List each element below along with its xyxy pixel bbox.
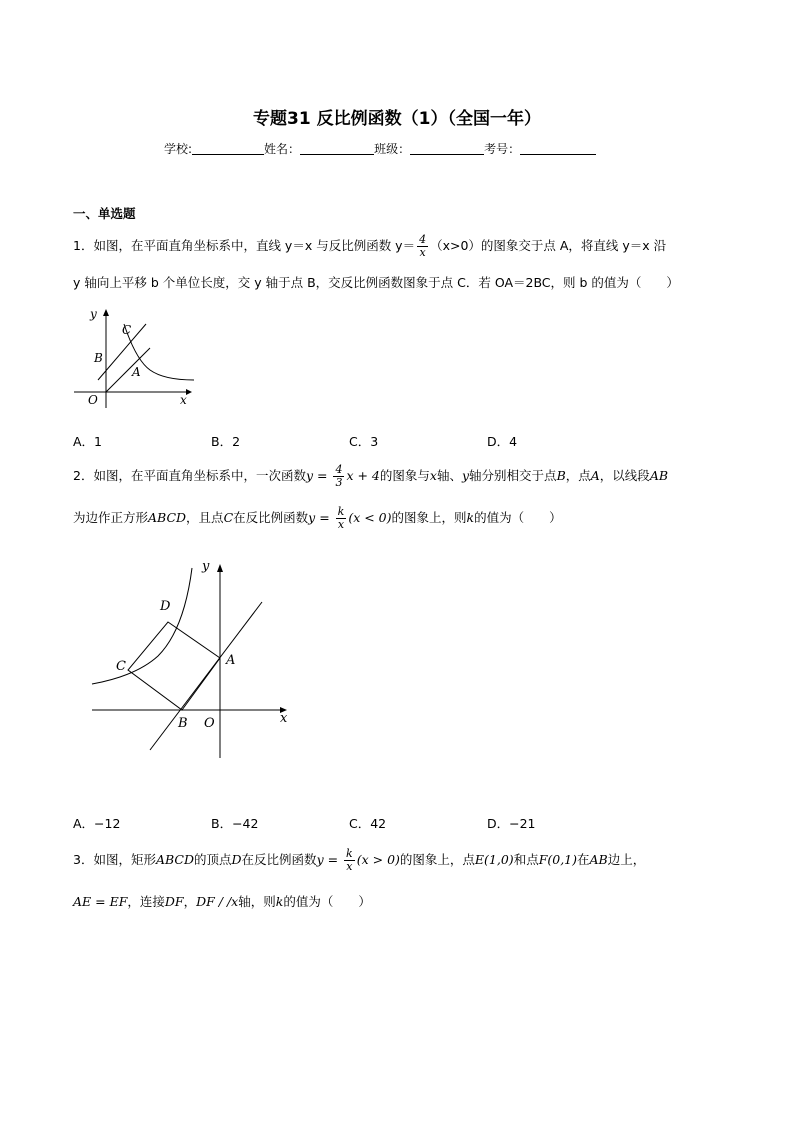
q2-figure (88, 556, 298, 766)
q1-label-y: y (90, 307, 97, 321)
q1-x-arrow-icon (186, 389, 192, 395)
school-label: 学校: (164, 142, 193, 156)
q3-var-k: k (275, 894, 284, 909)
q1-text-b: （x>0）的图象交于点 A，将直线 y＝x 沿 (430, 238, 667, 253)
q3-parallel: DF / /x (196, 894, 239, 909)
q3-segment-df: DF (164, 894, 184, 909)
q2-text-2b: ，且点 (186, 510, 224, 525)
q2-text-a: 2．如图，在平面直角坐标系中，一次函数 (73, 468, 306, 483)
q1-option-a[interactable]: A．1 (73, 434, 103, 449)
q3-point-d: D (231, 852, 242, 867)
q3-text-a: 3．如图，矩形 (73, 852, 156, 867)
q2-hyperbola (92, 568, 192, 684)
q2-var-y2: y (308, 510, 316, 525)
q2-text-2c: 在反比例函数 (233, 510, 309, 525)
q2-fraction (333, 464, 344, 489)
q2-label-b: B (178, 716, 188, 731)
q2-text-d: 轴、 (436, 468, 462, 483)
q3-point-e: E(1,0) (474, 852, 514, 867)
q3-frac-num: k (346, 847, 353, 860)
q2-text-2a: 为边作正方形 (73, 510, 149, 525)
q1-text-a: 1．如图，在平面直角坐标系中，直线 y＝x 与反比例函数 y＝ (73, 238, 416, 253)
q2-label-x: x (280, 711, 288, 726)
info-line (164, 140, 596, 157)
q1-option-d[interactable]: D．4 (487, 434, 518, 449)
q3-text-c: 在反比例函数 (241, 852, 317, 867)
q3-rect: ABCD (155, 852, 194, 867)
q3-text-2d: 的值为（ ） (283, 894, 371, 909)
q1-line1 (73, 234, 666, 259)
q2-label-y: y (202, 559, 210, 574)
q2-option-d[interactable]: D．−21 (487, 816, 536, 831)
q1-y-arrow-icon (103, 309, 109, 316)
q3-frac-den: x (346, 860, 353, 873)
q2-label-d: D (160, 599, 171, 614)
class-blank (410, 142, 484, 155)
q2-text-e: 轴分别相交于点 (469, 468, 557, 483)
q1-label-x: x (180, 393, 187, 407)
q2-point-b: B (556, 468, 566, 483)
q2-point-c: C (223, 510, 234, 525)
q2-line1 (73, 464, 668, 489)
q3-text-f: 在 (577, 852, 590, 867)
q2-frac2-den: x (337, 518, 345, 531)
q2-label-c: C (116, 659, 126, 674)
q2-y-arrow-icon (217, 564, 223, 572)
q2-text-2d: 的图象上，则 (391, 510, 467, 525)
q3-var-y: y (316, 852, 324, 867)
q2-option-c[interactable]: C．42 (349, 816, 387, 831)
q1-label-a: A (132, 365, 141, 379)
q3-text-e: 和点 (513, 852, 539, 867)
q1-label-o: O (88, 393, 98, 407)
exam-no-blank (520, 142, 596, 155)
q1-option-c[interactable]: C．3 (349, 434, 379, 449)
q2-point-a: A (590, 468, 600, 483)
q1-figure (70, 304, 200, 412)
q3-text-2b: ， (183, 894, 197, 909)
q2-option-b[interactable]: B．−42 (211, 816, 259, 831)
q2-option-a[interactable]: A．−12 (73, 816, 121, 831)
q1-frac-num: 4 (419, 233, 427, 246)
q3-equation: AE = EF (73, 894, 128, 909)
q2-var-x: x (429, 468, 437, 483)
q2-frac-num: 4 (335, 463, 343, 476)
q2-text-c: 的图象与 (379, 468, 430, 483)
q3-text-2c: 轴，则 (238, 894, 276, 909)
q1-label-b: B (94, 351, 103, 365)
q3-line2 (73, 892, 371, 910)
name-label: 姓名： (264, 142, 301, 156)
q3-fraction (344, 848, 355, 873)
q2-eq2: = (315, 510, 334, 525)
q3-text-d: 的图象上，点 (399, 852, 475, 867)
q3-point-f: F(0,1) (538, 852, 578, 867)
q2-var-y1: y (461, 468, 470, 483)
exam-no-label: 考号： (484, 142, 521, 156)
q3-condition: (x > 0) (356, 852, 400, 867)
q3-side-ab: AB (589, 852, 608, 867)
q2-square: ABCD (148, 510, 187, 525)
q2-square-abcd (128, 622, 220, 710)
school-blank (192, 142, 264, 155)
name-blank (300, 142, 374, 155)
q2-text-f: ，点 (565, 468, 591, 483)
q3-eq: = (323, 852, 343, 867)
q2-var-y: y (305, 468, 314, 483)
q2-fraction2 (336, 506, 347, 531)
q3-text-2a: ，连接 (127, 894, 165, 909)
section-heading: 一、单选题 (73, 206, 136, 221)
q2-text-2e: 的值为（ ） (474, 510, 562, 525)
q2-frac-den: 3 (335, 476, 343, 489)
q2-label-a: A (226, 653, 236, 668)
q3-line1 (73, 848, 645, 873)
q1-line2: y 轴向上平移 b 个单位长度，交 y 轴于点 B，交反比例函数图象于点 C．若 OA＝2BC，则 b 的值为（ ） (73, 275, 679, 290)
q2-line2 (73, 506, 562, 531)
q2-condition: (x < 0) (348, 510, 392, 525)
q1-fraction (417, 234, 428, 259)
q1-line-yx (106, 348, 150, 392)
q1-option-b[interactable]: B．2 (211, 434, 241, 449)
q2-var-k: k (466, 510, 475, 525)
q2-label-o: O (204, 716, 215, 731)
q2-expr: x + 4 (346, 468, 380, 483)
q2-segment-ab: AB (649, 468, 669, 483)
q2-frac2-num: k (337, 505, 345, 518)
q1-frac-den: x (419, 246, 426, 259)
page-title: 专题31 反比例函数（1）（全国一年） (253, 109, 541, 129)
q2-text-g: ，以线段 (599, 468, 650, 483)
q3-text-b: 的顶点 (194, 852, 232, 867)
class-label: 班级： (374, 142, 411, 156)
q2-eq: = (313, 468, 332, 483)
q3-text-g: 边上， (607, 852, 646, 867)
q1-label-c: C (122, 323, 132, 337)
